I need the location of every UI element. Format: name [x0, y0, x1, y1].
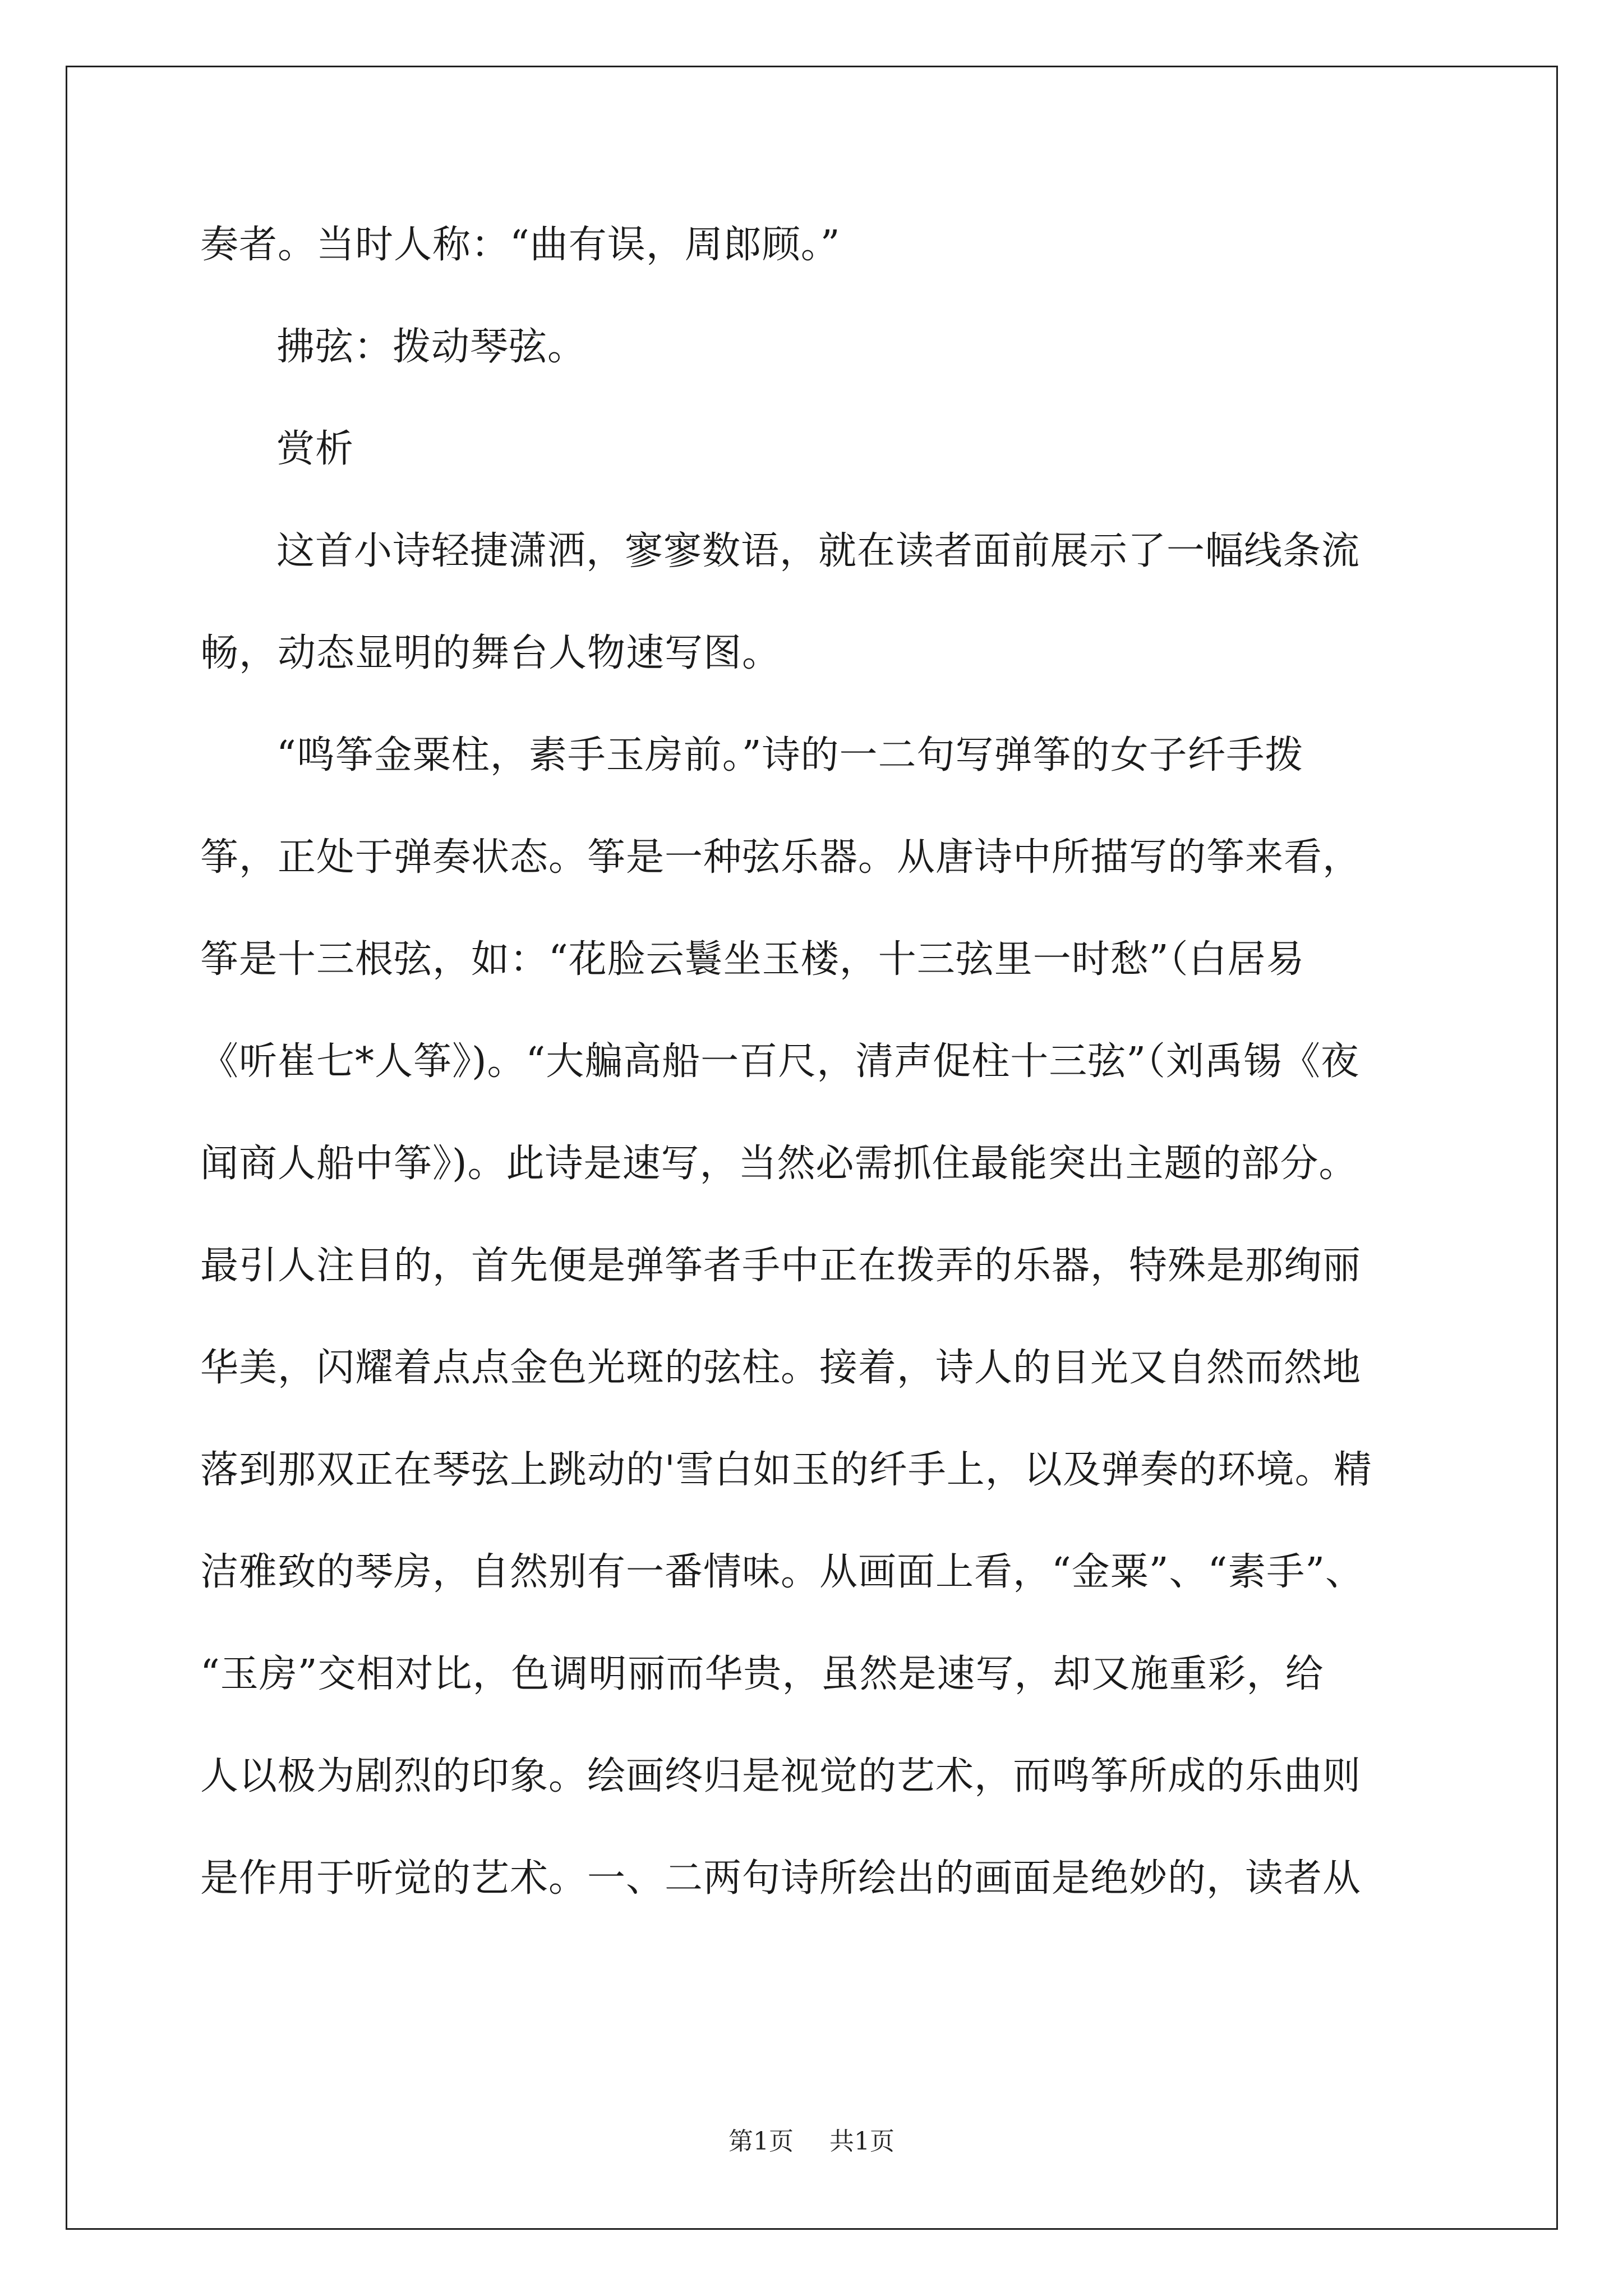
text-line-16: 人以极为剧烈的印象。绘画终归是视觉的艺术，而鸣筝所成的乐曲则 [200, 1754, 1362, 1798]
text-line-2: 拂弦：拨动琴弦。 [276, 325, 587, 369]
text-line-6: “鸣筝金粟柱，素手玉房前。”诗的一二句写弹筝的女子纤手拨 [276, 733, 1304, 777]
text-line-12: 华美，闪耀着点点金色光斑的弦柱。接着，诗人的目光又自然而然地 [200, 1346, 1362, 1390]
text-line-1: 奏者。当时人称：“曲有误，周郎顾。” [200, 223, 841, 267]
page-number: 第1页 [728, 2127, 794, 2156]
text-line-10: 闻商人船中筝》)。此诗是速写，当然必需抓住最能突出主题的部分。 [200, 1142, 1358, 1186]
text-line-5: 畅，动态显明的舞台人物速写图。 [200, 631, 781, 675]
text-line-11: 最引人注目的，首先便是弹筝者手中正在拨弄的乐器，特殊是那绚丽 [200, 1244, 1362, 1288]
text-line-15: “玉房”交相对比，色调明丽而华贵，虽然是速写，却又施重彩，给 [200, 1652, 1324, 1696]
text-line-7: 筝，正处于弹奏状态。筝是一种弦乐器。从唐诗中所描写的筝来看， [200, 835, 1362, 880]
text-line-17: 是作用于听觉的艺术。一、二两句诗所绘出的画面是绝妙的，读者从 [200, 1856, 1362, 1901]
text-line-4: 这首小诗轻捷潇洒，寥寥数语，就在读者面前展示了一幅线条流 [276, 529, 1361, 573]
text-line-3: 赏析 [276, 427, 354, 471]
text-line-9: 《听崔七*人筝》)。“大艑高船一百尺，清声促柱十三弦”（刘禹锡《夜 [200, 1039, 1360, 1084]
page-footer [0, 2125, 1623, 2159]
text-line-8: 筝是十三根弦，如：“花脸云鬟坐玉楼，十三弦里一时愁”（白居易 [200, 937, 1305, 982]
text-line-13: 落到那双正在琴弦上跳动的'雪白如玉的纤手上，以及弹奏的环境。精 [200, 1448, 1372, 1492]
page-total: 共1页 [829, 2127, 895, 2156]
text-line-14: 洁雅致的琴房，自然别有一番情味。从画面上看，“金粟”、“素手”、 [200, 1550, 1364, 1594]
